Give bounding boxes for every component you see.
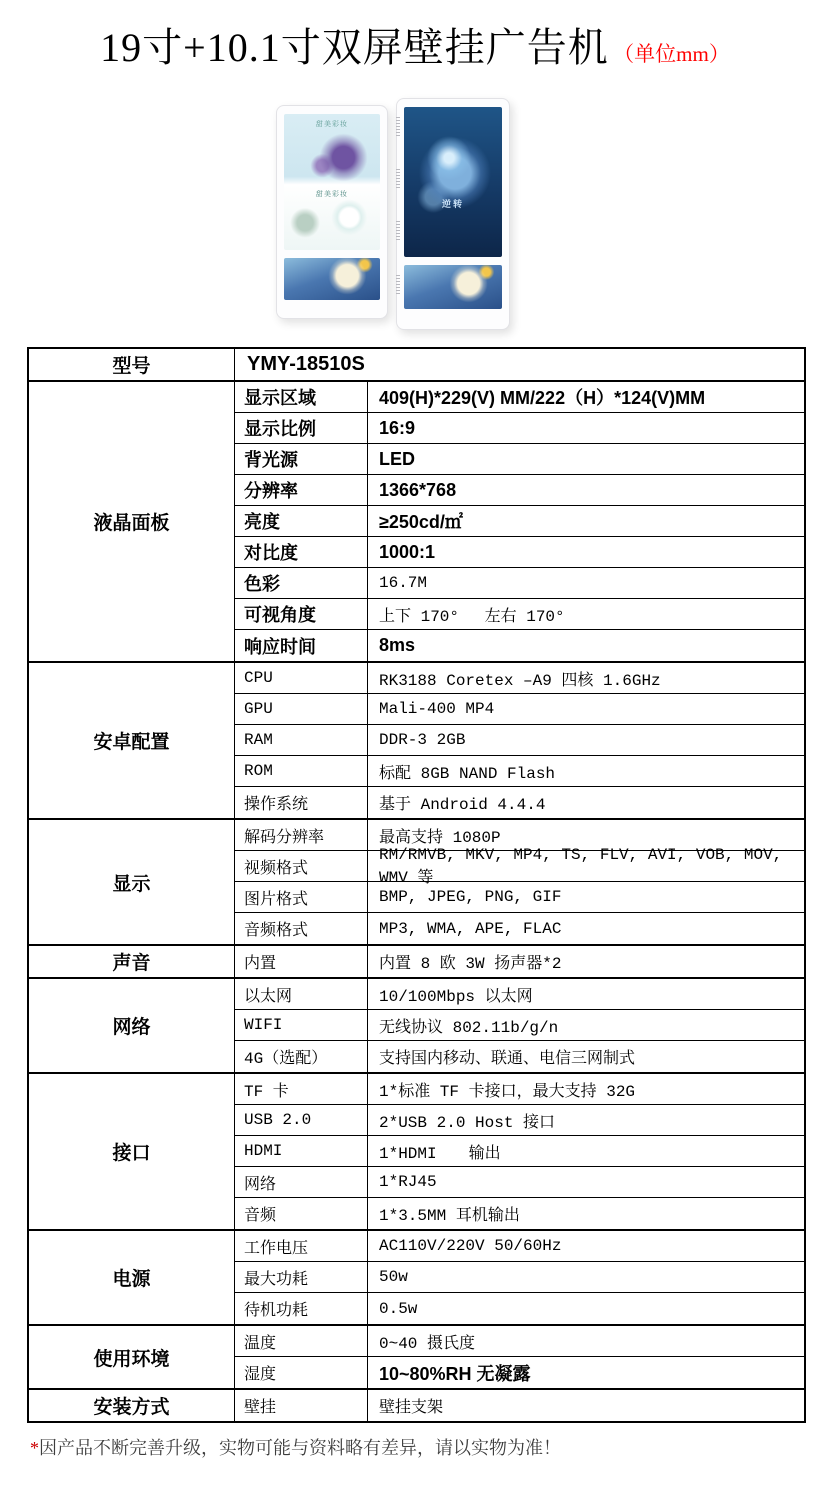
- spec-label: USB 2.0: [235, 1105, 368, 1135]
- page-title-text: 19寸+10.1寸双屏壁挂广告机: [100, 25, 609, 70]
- spec-value: 0~40 摄氏度: [379, 1334, 476, 1353]
- spec-row: [235, 1198, 804, 1229]
- spec-row: [235, 1105, 804, 1136]
- spec-label: 响应时间: [235, 630, 368, 661]
- spec-label: 音频: [235, 1198, 368, 1229]
- spec-label: WIFI: [235, 1010, 368, 1040]
- model-label: 型号: [29, 349, 235, 380]
- spec-value: 10/100Mbps 以太网: [379, 987, 533, 1006]
- spec-label: 显示比例: [235, 413, 368, 443]
- spec-row: [235, 882, 804, 913]
- spec-label: ROM: [235, 756, 368, 786]
- left-screen-ad-title: 甜美彩妆: [316, 121, 348, 128]
- spec-value: 0.5w: [379, 1299, 418, 1318]
- spec-label: 操作系统: [235, 787, 368, 818]
- spec-label: CPU: [235, 663, 368, 693]
- footnote: [30, 1434, 561, 1460]
- spec-section: [29, 1074, 804, 1231]
- spec-label: 色彩: [235, 568, 368, 598]
- spec-label: 显示区域: [235, 382, 368, 412]
- spec-row: [235, 694, 804, 725]
- spec-row: [235, 1136, 804, 1167]
- spec-row: [235, 506, 804, 537]
- spec-label: 湿度: [235, 1357, 368, 1388]
- spec-section: [29, 1231, 804, 1326]
- spec-value: 16:9: [379, 417, 416, 438]
- spec-row: [235, 756, 804, 787]
- left-device-top-screen: [284, 114, 380, 250]
- section-label: 显示: [29, 820, 235, 944]
- spec-label: 图片格式: [235, 882, 368, 912]
- left-device-bottom-screen: [284, 258, 380, 300]
- spec-row: [235, 946, 804, 977]
- section-label: 使用环境: [29, 1326, 235, 1388]
- spec-value: 1000:1: [379, 541, 436, 562]
- spec-value: 基于 Android 4.4.4: [379, 796, 546, 814]
- spec-section: [29, 1390, 804, 1421]
- spec-row: [235, 979, 804, 1010]
- spec-label: 以太网: [235, 979, 368, 1009]
- spec-label: 分辨率: [235, 475, 368, 505]
- spec-row: [235, 1231, 804, 1262]
- spec-value: 1*RJ45: [379, 1173, 437, 1191]
- spec-section: [29, 1326, 804, 1390]
- spec-value: 1*标准 TF 卡接口，最大支持 32G: [379, 1082, 636, 1101]
- spec-value: 无线协议 802.11b/g/n: [379, 1018, 559, 1037]
- spec-value: 2*USB 2.0 Host 接口: [379, 1113, 556, 1132]
- spec-row: [235, 725, 804, 756]
- spec-row: [235, 599, 804, 630]
- spec-section: [29, 663, 804, 820]
- spec-value: AC110V/220V 50/60Hz: [379, 1237, 562, 1255]
- page-title-unit: （单位mm）: [613, 42, 730, 66]
- spec-value: 409(H)*229(V) MM/222（H）*124(V)MM: [379, 388, 706, 408]
- spec-value: DDR-3 2GB: [379, 731, 466, 749]
- spec-row: [235, 663, 804, 694]
- section-label: 接口: [29, 1074, 235, 1229]
- spec-label: 最大功耗: [235, 1262, 368, 1292]
- spec-section: [29, 979, 804, 1074]
- section-label: 安卓配置: [29, 663, 235, 818]
- spec-label: HDMI: [235, 1136, 368, 1166]
- page-title: [0, 16, 830, 73]
- spec-label: 解码分辨率: [235, 820, 368, 850]
- spec-row: [235, 537, 804, 568]
- spec-label: 亮度: [235, 506, 368, 536]
- spec-label: 待机功耗: [235, 1293, 368, 1324]
- section-label: 液晶面板: [29, 382, 235, 661]
- spec-label: 温度: [235, 1326, 368, 1356]
- spec-label: 背光源: [235, 444, 368, 474]
- spec-row: [235, 413, 804, 444]
- spec-row: [235, 1167, 804, 1198]
- spec-label: RAM: [235, 725, 368, 755]
- spec-table: [27, 347, 806, 1423]
- spec-row: [235, 630, 804, 661]
- spec-value: 16.7M: [379, 574, 428, 592]
- footnote-text: 因产品不断完善升级，实物可能与资料略有差异，请以实物为准！: [39, 1438, 561, 1458]
- product-image-right: [396, 98, 510, 330]
- spec-row: [235, 845, 804, 887]
- section-label: 安装方式: [29, 1390, 235, 1421]
- spec-label: GPU: [235, 694, 368, 724]
- section-label: 声音: [29, 946, 235, 977]
- right-device-top-screen: [404, 107, 502, 257]
- spec-row: [235, 913, 804, 944]
- spec-label: 网络: [235, 1167, 368, 1197]
- product-image-left: [276, 105, 388, 319]
- spec-section: [29, 946, 804, 979]
- model-row: [29, 349, 804, 382]
- spec-row: [235, 382, 804, 413]
- spec-row: [235, 1390, 804, 1421]
- spec-table-sections: [29, 382, 804, 1421]
- spec-label: 内置: [235, 946, 368, 977]
- spec-label: 工作电压: [235, 1231, 368, 1261]
- model-value: YMY-18510S: [247, 353, 365, 375]
- spec-row: [235, 444, 804, 475]
- spec-row: [235, 1074, 804, 1105]
- spec-row: [235, 568, 804, 599]
- spec-value: 10~80%RH 无凝露: [379, 1363, 531, 1384]
- footnote-asterisk: *: [30, 1438, 39, 1458]
- spec-value: Mali-400 MP4: [379, 700, 495, 718]
- spec-row: [235, 1041, 804, 1072]
- spec-section: [29, 820, 804, 946]
- section-label: 电源: [29, 1231, 235, 1324]
- spec-value: 1*HDMI 输出: [379, 1144, 501, 1163]
- spec-row: [235, 1010, 804, 1041]
- spec-label: 对比度: [235, 537, 368, 567]
- spec-row: [235, 787, 804, 818]
- spec-label: 可视角度: [235, 599, 368, 629]
- spec-value: 壁挂支架: [379, 1399, 444, 1417]
- spec-value: BMP, JPEG, PNG, GIF: [379, 888, 562, 906]
- spec-value: 标配 8GB NAND Flash: [379, 764, 556, 783]
- spec-value: RK3188 Coretex –A9 四核 1.6GHz: [379, 671, 661, 690]
- right-screen-ad-title: 逆转: [441, 199, 464, 209]
- spec-value: 支持国内移动、联通、电信三网制式: [379, 1050, 636, 1068]
- spec-label: 壁挂: [235, 1390, 368, 1421]
- spec-value: 8ms: [379, 635, 416, 655]
- product-images: [262, 96, 592, 340]
- spec-label: TF 卡: [235, 1074, 368, 1104]
- spec-row: [235, 475, 804, 506]
- spec-row: [235, 1326, 804, 1357]
- spec-value: 1366*768: [379, 479, 457, 500]
- left-screen-ad-title-2: 甜美彩妆: [316, 190, 348, 198]
- spec-value: 1*3.5MM 耳机输出: [379, 1207, 520, 1225]
- right-device-bottom-screen: [404, 265, 502, 309]
- spec-value: ≥250cd/㎡: [379, 512, 463, 532]
- spec-value: RM/RMVB, MKV, MP4, TS, FLV, AVI, VOB, MOV, WMV 等: [379, 845, 783, 887]
- spec-value: 内置 8 欧 3W 扬声器*2: [379, 955, 562, 973]
- spec-value: 上下 170° 左右 170°: [379, 607, 565, 626]
- section-label: 网络: [29, 979, 235, 1072]
- spec-label: 4G（选配）: [235, 1041, 368, 1072]
- spec-row: [235, 1357, 804, 1388]
- side-port-markings: [396, 117, 400, 313]
- spec-value: LED: [379, 448, 415, 469]
- spec-label: 视频格式: [235, 851, 368, 881]
- spec-value: 最高支持 1080P: [379, 828, 501, 847]
- spec-value: MP3, WMA, APE, FLAC: [379, 919, 562, 938]
- spec-row: [235, 1262, 804, 1293]
- spec-row: [235, 1293, 804, 1324]
- spec-value: 50w: [379, 1268, 408, 1286]
- spec-label: 音频格式: [235, 913, 368, 944]
- spec-section: [29, 382, 804, 663]
